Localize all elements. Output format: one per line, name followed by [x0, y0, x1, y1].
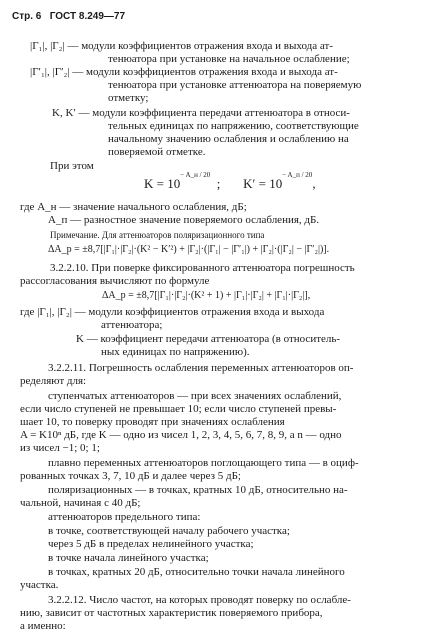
- def-an: где A_н — значение начального ослабления, дБ;: [20, 201, 247, 213]
- def-line: K — коэффициент передачи аттенюатора (в относитель-: [76, 333, 341, 345]
- formula-fixed: ΔA_р = ±8,7[|Г₁|·|Г₂|·(K² + 1) + |Г₁|·|Г₂| + |Г₁|·|Г₂|],: [102, 290, 311, 301]
- page-header: [12, 11, 125, 22]
- def-line: поверяемой отметке.: [108, 146, 206, 158]
- def-line: где |Г₁|, |Г₂| — модули коэффициентов отражения входа и выхода: [20, 306, 325, 318]
- para-32210: 3.2.2.10. При поверке фиксированного аттенюатора погрешность: [50, 262, 355, 274]
- def-line: тенюатора при установке аттенюатора на поверяемую: [108, 79, 362, 91]
- def-line: тельных единицах по напряжению, соответствующие: [108, 120, 359, 132]
- def-line: K, K′ — модули коэффициента передачи аттенюатора в относи-: [52, 107, 350, 119]
- def-line: ных единицах по напряжению).: [101, 346, 250, 358]
- def-line: |Г₁|, |Г₂| — модули коэффициентов отражения входа и выхода ат-: [30, 40, 333, 52]
- standard-id: ГОСТ 8.249—77: [49, 11, 126, 22]
- def-ap: A_п — разностное значение поверяемого ослабления, дБ.: [48, 214, 320, 226]
- page-number: Стр. 6: [12, 11, 42, 22]
- def-line: начальному значению ослабления и ослаблению на: [108, 133, 349, 145]
- def-line: |Г′₁|, |Г′₂| — модули коэффициентов отражения входа и выхода ат-: [30, 66, 338, 78]
- para-32210: рассогласования вычисляют по формуле: [20, 275, 210, 287]
- note: Примечание. Для аттенюаторов поляризационного типа: [50, 230, 265, 240]
- def-line: тенюатора при установке на начальное ослабление;: [108, 53, 350, 65]
- def-line: аттенюатора;: [101, 319, 163, 331]
- formula-polarization: ΔA_р = ±8,7[|Г₁|·|Г₂|·(K² − K′²) + |Г₂|·(|Г₁| − |Г′₁|) + |Г₂|·(|Г₂| − |Г′₂|)].: [48, 244, 330, 255]
- def-line: отметку;: [108, 92, 149, 104]
- text-pri-etom: При этом: [50, 160, 94, 172]
- formula-k: $K = 10^{- A\_н / 20}$ ; $K' = 10^{- A\_п / 20}$,: [144, 170, 316, 191]
